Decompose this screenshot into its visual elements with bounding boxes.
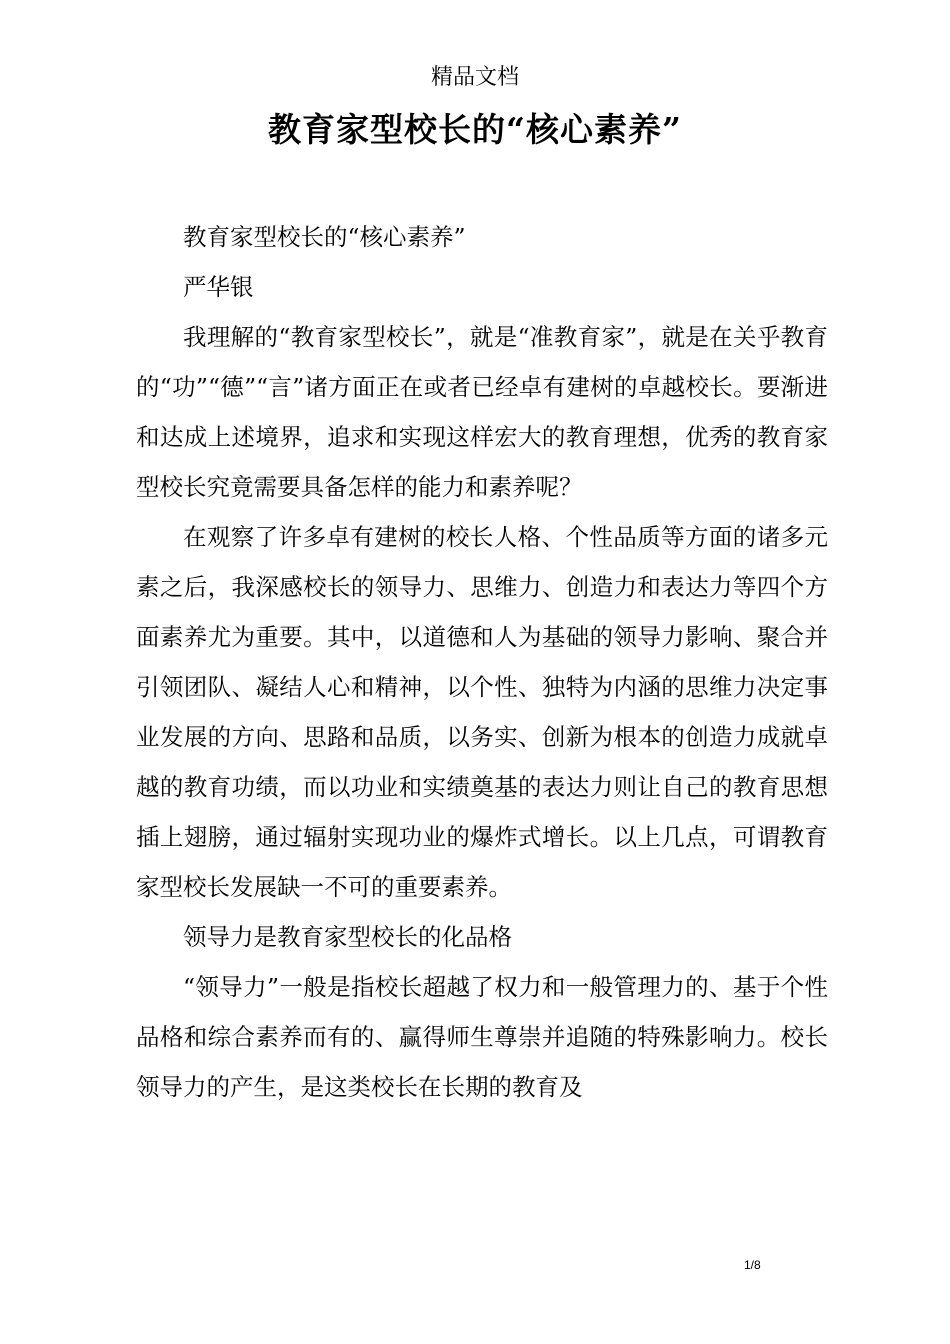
- article-title: 教育家型校长的“核心素养”: [183, 223, 466, 251]
- author-name: 严华银: [183, 273, 254, 301]
- page-header: 精品文档: [430, 65, 519, 90]
- document-body: [136, 212, 828, 1112]
- section-heading: 领导力是教育家型校长的化品格: [183, 923, 512, 951]
- page-number: 1/8: [744, 1258, 761, 1272]
- body-paragraph: “领导力”一般是指校长超越了权力和一般管理力的、基于个性品格和综合素养而有的、赢得师生尊崇并追随的特殊影响力。校长领导力的产生，是这类校长在长期的教育及: [136, 973, 828, 1101]
- body-paragraph: 我理解的“教育家型校长”，就是“准教育家”，就是在关乎教育的“功”“德”“言”诸方面正在或者已经卓有建树的卓越校长。要渐进和达成上述境界，追求和实现这样宏大的教育理想，优秀的教育家型校长究竟需要具备怎样的能力和素养呢？: [136, 323, 828, 501]
- document-title: 教育家型校长的“核心素养”: [268, 110, 682, 149]
- body-paragraph: 在观察了许多卓有建树的校长人格、个性品质等方面的诸多元素之后，我深感校长的领导力、思维力、创造力和表达力等四个方面素养尤为重要。其中，以道德和人为基础的领导力影响、聚合并引领团队、凝结人心和精神，以个性、独特为内涵的思维力决定事业发展的方向、思路和品质，以务实、创新为根本的创造力成就卓越的教育功绩，而以功业和实绩奠基的表达力则让自己的教育思想插上翅膀，通过辐射实现功业的爆炸式增长。以上几点，可谓教育家型校长发展缺一不可的重要素养。: [136, 523, 828, 901]
